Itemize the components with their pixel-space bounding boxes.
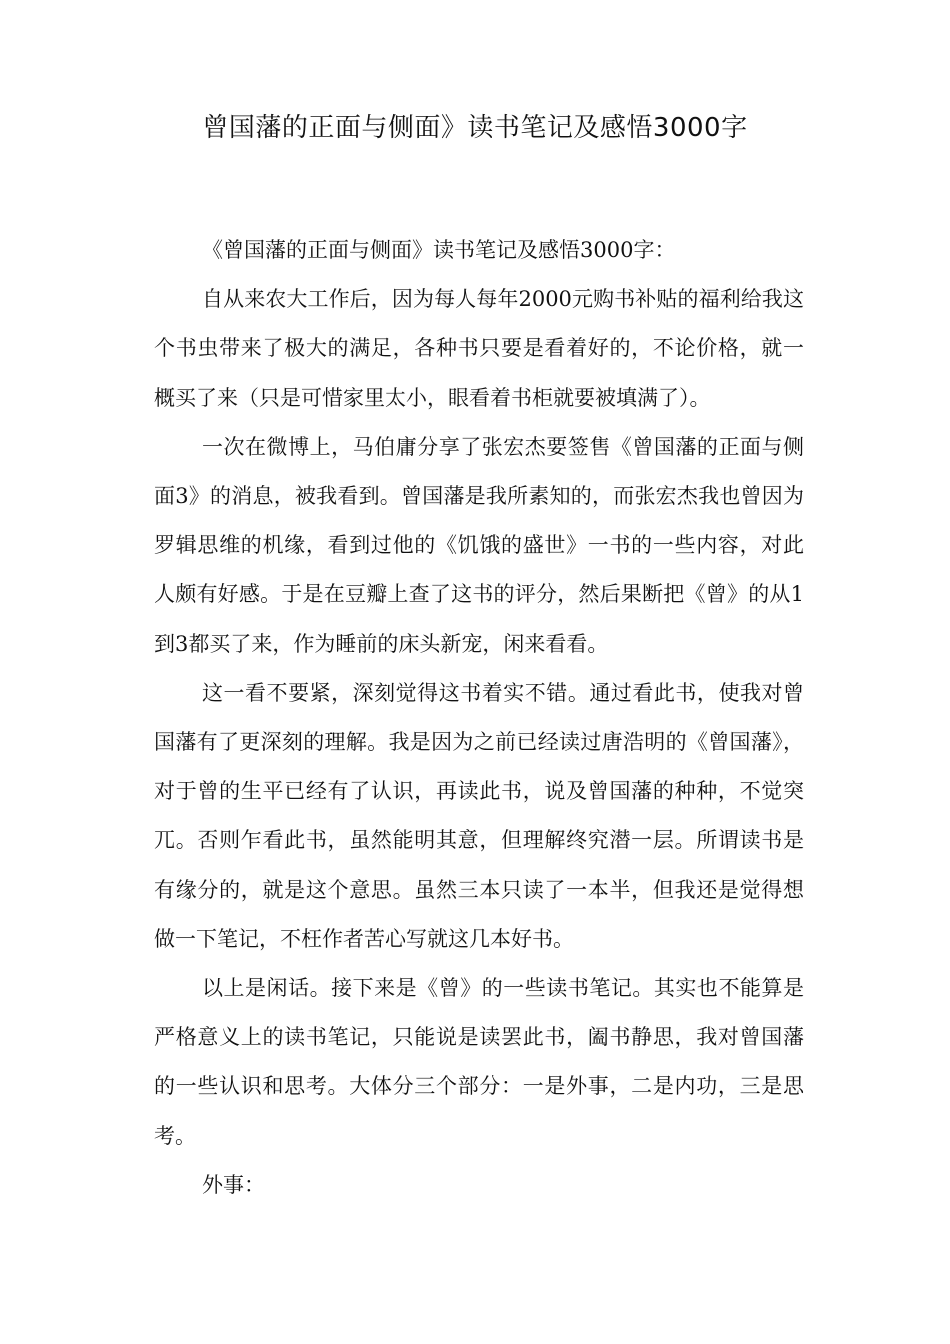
paragraph: 一次在微博上，马伯庸分享了张宏杰要签售《曾国藩的正面与侧面3》的消息，被我看到。曾国藩是我所素知的，而张宏杰我也曾因为罗辑思维的机缘，看到过他的《饥饿的盛世》一书的一些内容，对此人颇有好感。于是在豆瓣上查了这书的评分，然后果断把《曾》的从1到3都买了来，作为睡前的床头新宠，闲来看看。 bbox=[154, 434, 804, 656]
document-title: 曾国藩的正面与侧面》读书笔记及感悟3000字 bbox=[202, 113, 748, 143]
paragraph: 这一看不要紧，深刻觉得这书着实不错。通过看此书，使我对曾国藩有了更深刻的理解。我是因为之前已经读过唐浩明的《曾国藩》，对于曾的生平已经有了认识，再读此书，说及曾国藩的种种，不觉突兀。否则乍看此书，虽然能明其意，但理解终究潜一层。所谓读书是有缘分的，就是这个意思。虽然三本只读了一本半，但我还是觉得想做一下笔记，不枉作者苦心写就这几本好书。 bbox=[154, 680, 804, 951]
document-body bbox=[154, 226, 804, 1210]
paragraph: 以上是闲话。接下来是《曾》的一些读书笔记。其实也不能算是严格意义上的读书笔记，只能说是读罢此书，阖书静思，我对曾国藩的一些认识和思考。大体分三个部分：一是外事，二是内功，三是思考。 bbox=[154, 976, 804, 1148]
section-label: 外事： bbox=[202, 1172, 265, 1197]
paragraph: 自从来农大工作后，因为每人每年2000元购书补贴的福利给我这个书虫带来了极大的满足，各种书只要是看着好的，不论价格，就一概买了来（只是可惜家里太小，眼看着书柜就要被填满了）。 bbox=[154, 287, 804, 410]
paragraph-heading: 《曾国藩的正面与侧面》读书笔记及感悟3000字： bbox=[202, 238, 676, 262]
